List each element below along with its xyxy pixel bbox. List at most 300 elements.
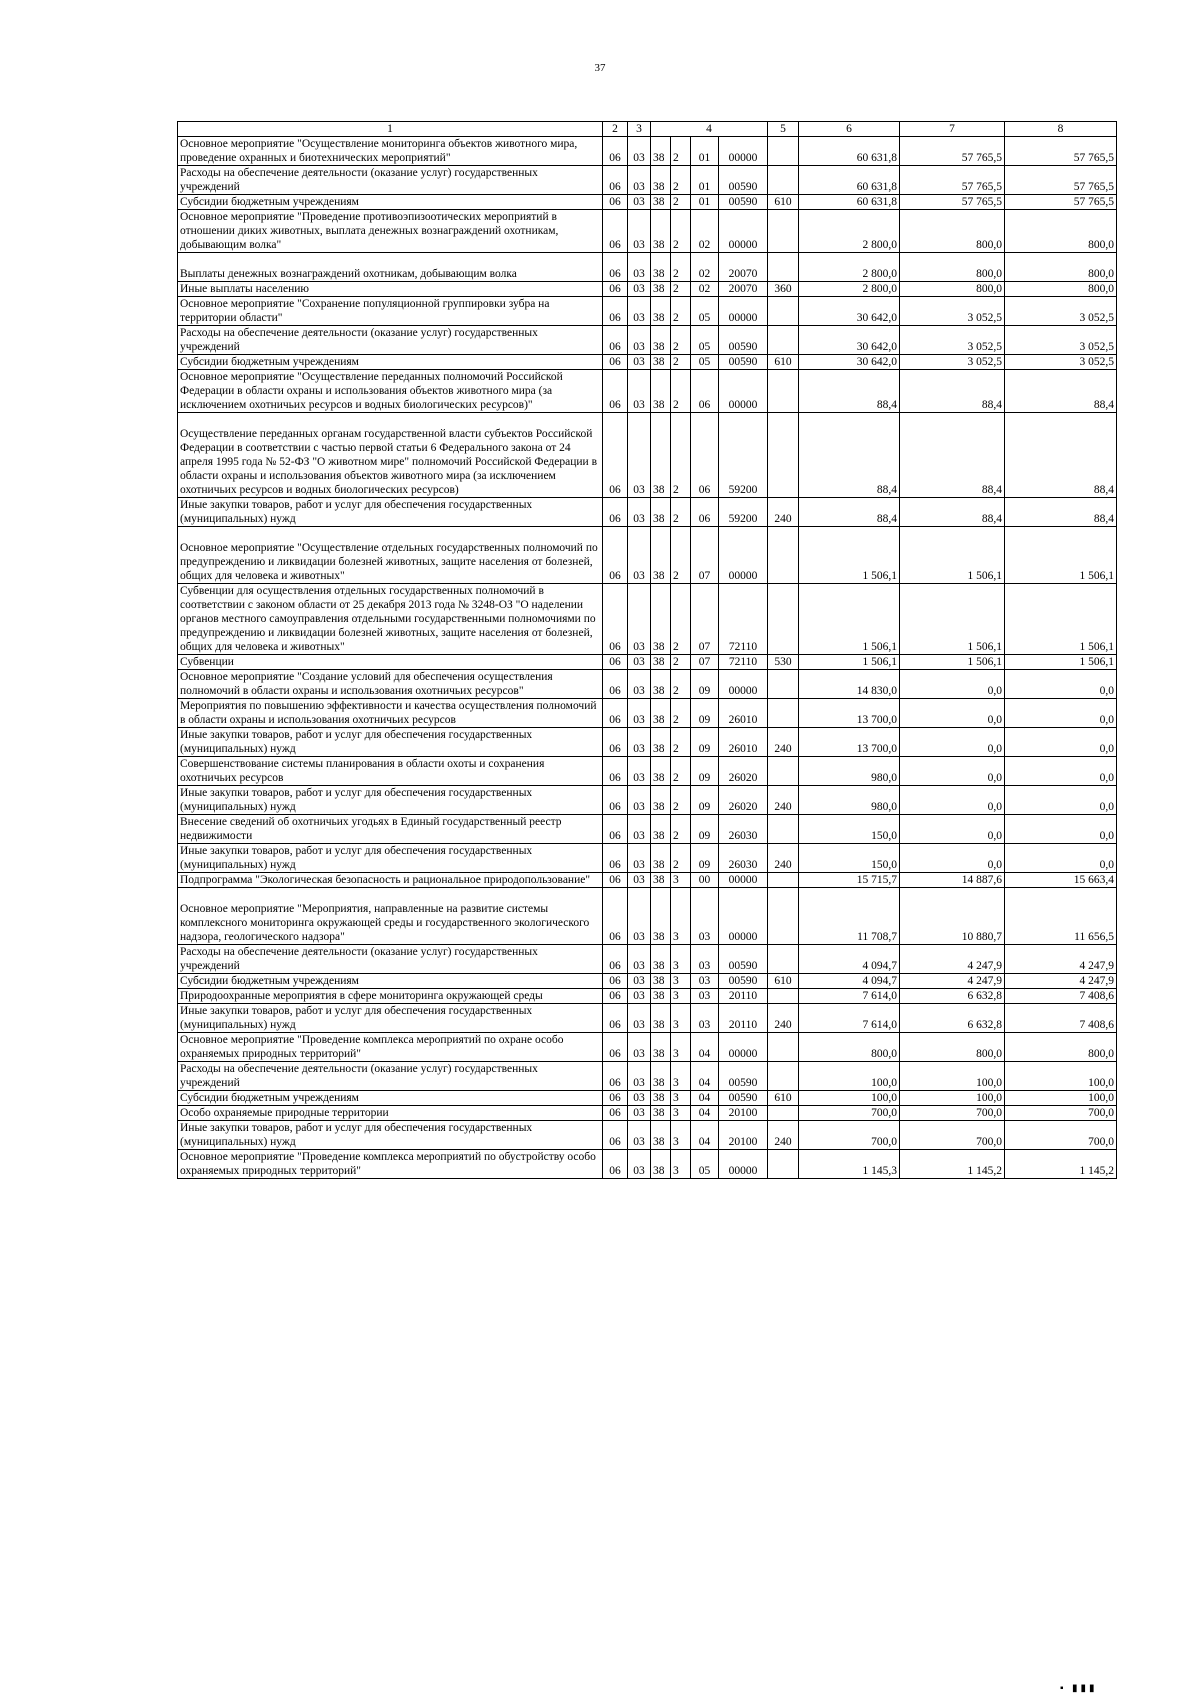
col-3-code: 03 [628,1150,651,1179]
row-name: Расходы на обеспечение деятельности (оказание услуг) государственных учреждений [178,945,603,974]
expense-type [768,1062,799,1091]
expense-type: 240 [768,1121,799,1150]
expense-type [768,326,799,355]
value-6: 60 631,8 [799,195,900,210]
code-part-1: 38 [651,210,671,253]
col-3-code: 03 [628,888,651,945]
row-name: Основное мероприятие "Проведение комплекса мероприятий по обустройству особо охраняемых природных территорий" [178,1150,603,1179]
code-part-2: 2 [671,370,691,413]
col-2-code: 06 [603,945,628,974]
code-part-1: 38 [651,945,671,974]
value-6: 700,0 [799,1106,900,1121]
value-8: 0,0 [1005,728,1117,757]
code-part-4: 00000 [719,370,768,413]
code-part-1: 38 [651,413,671,498]
value-7: 10 880,7 [900,888,1005,945]
table-row [178,786,1117,815]
expense-type [768,989,799,1004]
value-6: 980,0 [799,757,900,786]
table-row [178,326,1117,355]
code-part-3: 09 [691,699,719,728]
code-part-1: 38 [651,989,671,1004]
value-6: 13 700,0 [799,699,900,728]
code-part-1: 38 [651,974,671,989]
expense-type: 240 [768,728,799,757]
value-6: 30 642,0 [799,355,900,370]
code-part-1: 38 [651,699,671,728]
code-part-4: 00590 [719,166,768,195]
col-3-code: 03 [628,786,651,815]
value-7: 6 632,8 [900,989,1005,1004]
value-6: 1 506,1 [799,584,900,655]
col-3-code: 03 [628,195,651,210]
col-2-code: 06 [603,210,628,253]
row-name: Субвенции для осуществления отдельных государственных полномочий в соответствии с законом области от 25 декабря 2013 года № 3248-ОЗ "О наделении органов местного самоуправления отдельными государственными полномочиями по предупреждению и ликвидации болезней животных, защите населения от болезней, общих для человека и животных" [178,584,603,655]
col-3-code: 03 [628,370,651,413]
header-col-2: 2 [603,122,628,137]
col-3-code: 03 [628,1004,651,1033]
table-row [178,670,1117,699]
code-part-4: 20100 [719,1106,768,1121]
code-part-4: 00000 [719,888,768,945]
col-2-code: 06 [603,699,628,728]
code-part-3: 04 [691,1121,719,1150]
code-part-1: 38 [651,786,671,815]
expense-type [768,1106,799,1121]
code-part-2: 2 [671,584,691,655]
code-part-3: 09 [691,815,719,844]
table-row [178,370,1117,413]
code-part-1: 38 [651,527,671,584]
col-2-code: 06 [603,195,628,210]
code-part-2: 2 [671,786,691,815]
value-8: 4 247,9 [1005,974,1117,989]
value-7: 14 887,6 [900,873,1005,888]
code-part-4: 26020 [719,786,768,815]
expense-type: 240 [768,786,799,815]
value-7: 1 506,1 [900,584,1005,655]
col-2-code: 06 [603,166,628,195]
table-row [178,413,1117,498]
row-name: Основное мероприятие "Создание условий для обеспечения осуществления полномочий в области охраны и использования охотничьих ресурсов" [178,670,603,699]
header-col-3: 3 [628,122,651,137]
table-row [178,757,1117,786]
col-3-code: 03 [628,1033,651,1062]
table-row [178,584,1117,655]
code-part-3: 06 [691,498,719,527]
code-part-3: 01 [691,166,719,195]
code-part-4: 59200 [719,413,768,498]
value-8: 800,0 [1005,210,1117,253]
value-6: 980,0 [799,786,900,815]
code-part-2: 2 [671,195,691,210]
value-6: 700,0 [799,1121,900,1150]
value-8: 4 247,9 [1005,945,1117,974]
code-part-1: 38 [651,757,671,786]
code-part-2: 2 [671,355,691,370]
value-7: 88,4 [900,370,1005,413]
code-part-2: 3 [671,1033,691,1062]
col-3-code: 03 [628,1121,651,1150]
value-6: 4 094,7 [799,945,900,974]
col-2-code: 06 [603,355,628,370]
row-name: Иные закупки товаров, работ и услуг для обеспечения государственных (муниципальных) нужд [178,1121,603,1150]
value-8: 11 656,5 [1005,888,1117,945]
code-part-2: 2 [671,728,691,757]
col-2-code: 06 [603,1150,628,1179]
code-part-3: 09 [691,757,719,786]
table-row [178,282,1117,297]
table-row [178,888,1117,945]
col-3-code: 03 [628,1062,651,1091]
value-8: 700,0 [1005,1121,1117,1150]
row-name: Природоохранные мероприятия в сфере мониторинга окружающей среды [178,989,603,1004]
col-2-code: 06 [603,670,628,699]
value-7: 3 052,5 [900,355,1005,370]
code-part-2: 3 [671,1121,691,1150]
value-6: 150,0 [799,815,900,844]
code-part-2: 2 [671,282,691,297]
code-part-3: 03 [691,888,719,945]
code-part-4: 00000 [719,210,768,253]
row-name: Внесение сведений об охотничьих угодьях в Единый государственный реестр недвижимости [178,815,603,844]
col-2-code: 06 [603,1033,628,1062]
value-7: 700,0 [900,1121,1005,1150]
code-part-1: 38 [651,815,671,844]
code-part-4: 26030 [719,844,768,873]
value-7: 57 765,5 [900,137,1005,166]
code-part-4: 59200 [719,498,768,527]
row-name: Субвенции [178,655,603,670]
code-part-1: 38 [651,1091,671,1106]
col-2-code: 06 [603,757,628,786]
value-6: 13 700,0 [799,728,900,757]
table-row [178,728,1117,757]
code-part-2: 2 [671,670,691,699]
col-3-code: 03 [628,699,651,728]
col-2-code: 06 [603,413,628,498]
code-part-1: 38 [651,728,671,757]
value-8: 7 408,6 [1005,989,1117,1004]
code-part-2: 2 [671,844,691,873]
code-part-3: 05 [691,326,719,355]
code-part-3: 09 [691,786,719,815]
code-part-1: 38 [651,166,671,195]
row-name: Основное мероприятие "Сохранение популяционной группировки зубра на территории области" [178,297,603,326]
code-part-1: 38 [651,1106,671,1121]
value-6: 1 145,3 [799,1150,900,1179]
expense-type [768,413,799,498]
col-2-code: 06 [603,728,628,757]
code-part-2: 3 [671,1106,691,1121]
code-part-1: 38 [651,584,671,655]
code-part-4: 00000 [719,1150,768,1179]
table-row [178,1033,1117,1062]
code-part-2: 3 [671,888,691,945]
value-8: 100,0 [1005,1091,1117,1106]
value-7: 0,0 [900,670,1005,699]
value-8: 57 765,5 [1005,137,1117,166]
code-part-3: 03 [691,1004,719,1033]
value-7: 0,0 [900,815,1005,844]
value-8: 1 145,2 [1005,1150,1117,1179]
code-part-2: 2 [671,498,691,527]
code-part-4: 26030 [719,815,768,844]
value-7: 88,4 [900,498,1005,527]
code-part-2: 3 [671,1004,691,1033]
value-7: 3 052,5 [900,297,1005,326]
expense-type [768,210,799,253]
row-name: Мероприятия по повышению эффективности и качества осуществления полномочий в области охраны и использования охотничьих ресурсов [178,699,603,728]
expense-type [768,1150,799,1179]
table-row [178,1004,1117,1033]
code-part-1: 38 [651,888,671,945]
value-8: 88,4 [1005,370,1117,413]
code-part-4: 00590 [719,974,768,989]
col-3-code: 03 [628,1106,651,1121]
code-part-1: 38 [651,195,671,210]
value-6: 4 094,7 [799,974,900,989]
row-name: Основное мероприятие "Осуществление мониторинга объектов животного мира, проведение охранных и биотехнических мероприятий" [178,137,603,166]
value-7: 0,0 [900,786,1005,815]
value-8: 800,0 [1005,1033,1117,1062]
value-7: 0,0 [900,844,1005,873]
code-part-3: 02 [691,282,719,297]
value-7: 800,0 [900,210,1005,253]
table-row [178,1062,1117,1091]
header-col-4: 4 [651,122,768,137]
code-part-2: 2 [671,166,691,195]
code-part-1: 38 [651,670,671,699]
page-number: 37 [594,62,606,74]
col-2-code: 06 [603,1121,628,1150]
col-3-code: 03 [628,1091,651,1106]
col-3-code: 03 [628,655,651,670]
col-3-code: 03 [628,873,651,888]
code-part-3: 05 [691,1150,719,1179]
value-7: 800,0 [900,1033,1005,1062]
code-part-1: 38 [651,297,671,326]
col-2-code: 06 [603,370,628,413]
col-2-code: 06 [603,844,628,873]
value-7: 800,0 [900,253,1005,282]
code-part-3: 09 [691,728,719,757]
code-part-4: 00590 [719,1062,768,1091]
expense-type: 610 [768,355,799,370]
row-name: Особо охраняемые природные территории [178,1106,603,1121]
value-6: 88,4 [799,413,900,498]
col-3-code: 03 [628,815,651,844]
code-part-2: 2 [671,253,691,282]
expense-type: 360 [768,282,799,297]
col-3-code: 03 [628,166,651,195]
table-row [178,989,1117,1004]
col-3-code: 03 [628,413,651,498]
row-name: Иные закупки товаров, работ и услуг для обеспечения государственных (муниципальных) нужд [178,498,603,527]
code-part-2: 2 [671,297,691,326]
value-6: 60 631,8 [799,137,900,166]
row-name: Субсидии бюджетным учреждениям [178,974,603,989]
code-part-2: 2 [671,210,691,253]
col-3-code: 03 [628,757,651,786]
value-8: 3 052,5 [1005,297,1117,326]
expense-type [768,253,799,282]
col-3-code: 03 [628,945,651,974]
code-part-2: 2 [671,326,691,355]
row-name: Расходы на обеспечение деятельности (оказание услуг) государственных учреждений [178,166,603,195]
expense-type: 240 [768,844,799,873]
col-3-code: 03 [628,326,651,355]
value-8: 7 408,6 [1005,1004,1117,1033]
col-2-code: 06 [603,282,628,297]
col-3-code: 03 [628,584,651,655]
col-2-code: 06 [603,815,628,844]
col-2-code: 06 [603,974,628,989]
col-3-code: 03 [628,670,651,699]
col-3-code: 03 [628,728,651,757]
row-name: Иные выплаты населению [178,282,603,297]
row-name: Иные закупки товаров, работ и услуг для обеспечения государственных (муниципальных) нужд [178,844,603,873]
expense-type: 240 [768,1004,799,1033]
value-8: 0,0 [1005,757,1117,786]
code-part-1: 38 [651,137,671,166]
col-2-code: 06 [603,786,628,815]
col-2-code: 06 [603,326,628,355]
header-col-8: 8 [1005,122,1117,137]
col-3-code: 03 [628,282,651,297]
code-part-4: 26010 [719,699,768,728]
expense-type: 240 [768,498,799,527]
row-name: Осуществление переданных органам государственной власти субъектов Российской Федерации в соответствии с частью первой статьи 6 Федерального закона от 24 апреля 1995 года № 52-ФЗ "О животном мире" полномочий Российской Федерации в области охраны и использования объектов животного мира (за исключением охотничьих ресурсов и водных биологических ресурсов) [178,413,603,498]
value-7: 4 247,9 [900,945,1005,974]
code-part-3: 02 [691,210,719,253]
col-3-code: 03 [628,844,651,873]
code-part-3: 03 [691,974,719,989]
table-row [178,297,1117,326]
expense-type [768,527,799,584]
col-2-code: 06 [603,527,628,584]
table-row [178,815,1117,844]
value-8: 0,0 [1005,815,1117,844]
col-3-code: 03 [628,974,651,989]
table-row [178,195,1117,210]
header-col-1: 1 [178,122,603,137]
table-row [178,498,1117,527]
value-7: 1 506,1 [900,527,1005,584]
code-part-1: 38 [651,355,671,370]
code-part-3: 06 [691,370,719,413]
code-part-3: 02 [691,253,719,282]
code-part-4: 00000 [719,137,768,166]
code-part-3: 01 [691,195,719,210]
table-row [178,527,1117,584]
value-8: 800,0 [1005,282,1117,297]
expense-type [768,370,799,413]
code-part-3: 09 [691,670,719,699]
value-7: 0,0 [900,728,1005,757]
table-row [178,699,1117,728]
code-part-4: 00590 [719,326,768,355]
code-part-2: 3 [671,974,691,989]
value-6: 60 631,8 [799,166,900,195]
budget-table [177,121,1117,1179]
code-part-3: 06 [691,413,719,498]
table-row [178,1091,1117,1106]
table-row [178,844,1117,873]
code-part-3: 07 [691,527,719,584]
table-row [178,210,1117,253]
value-8: 700,0 [1005,1106,1117,1121]
value-7: 0,0 [900,757,1005,786]
value-8: 0,0 [1005,670,1117,699]
value-6: 2 800,0 [799,210,900,253]
row-name: Основное мероприятие "Проведение комплекса мероприятий по охране особо охраняемых природных территорий" [178,1033,603,1062]
col-2-code: 06 [603,873,628,888]
col-2-code: 06 [603,1091,628,1106]
col-2-code: 06 [603,655,628,670]
header-col-6: 6 [799,122,900,137]
value-6: 2 800,0 [799,282,900,297]
code-part-4: 26010 [719,728,768,757]
code-part-2: 2 [671,137,691,166]
value-7: 100,0 [900,1062,1005,1091]
row-name: Совершенствование системы планирования в области охоты и сохранения охотничьих ресурсов [178,757,603,786]
row-name: Расходы на обеспечение деятельности (оказание услуг) государственных учреждений [178,1062,603,1091]
value-7: 57 765,5 [900,195,1005,210]
expense-type [768,873,799,888]
expense-type [768,757,799,786]
table-row [178,1106,1117,1121]
table-row [178,253,1117,282]
code-part-2: 3 [671,1150,691,1179]
value-6: 800,0 [799,1033,900,1062]
code-part-3: 01 [691,137,719,166]
col-2-code: 06 [603,989,628,1004]
value-6: 7 614,0 [799,1004,900,1033]
code-part-1: 38 [651,1121,671,1150]
value-6: 30 642,0 [799,297,900,326]
value-6: 100,0 [799,1062,900,1091]
table-row [178,355,1117,370]
value-6: 1 506,1 [799,655,900,670]
code-part-2: 3 [671,945,691,974]
value-6: 1 506,1 [799,527,900,584]
value-8: 1 506,1 [1005,655,1117,670]
table-row [178,873,1117,888]
value-8: 57 765,5 [1005,195,1117,210]
code-part-1: 38 [651,844,671,873]
row-name: Выплаты денежных вознаграждений охотникам, добывающим волка [178,253,603,282]
row-name: Иные закупки товаров, работ и услуг для обеспечения государственных (муниципальных) нужд [178,1004,603,1033]
value-7: 6 632,8 [900,1004,1005,1033]
row-name: Субсидии бюджетным учреждениям [178,195,603,210]
row-name: Иные закупки товаров, работ и услуг для обеспечения государственных (муниципальных) нужд [178,728,603,757]
col-3-code: 03 [628,297,651,326]
expense-type: 610 [768,1091,799,1106]
col-3-code: 03 [628,210,651,253]
code-part-3: 04 [691,1033,719,1062]
expense-type [768,584,799,655]
value-7: 88,4 [900,413,1005,498]
code-part-2: 2 [671,757,691,786]
code-part-3: 07 [691,584,719,655]
code-part-3: 00 [691,873,719,888]
value-6: 88,4 [799,370,900,413]
code-part-4: 00590 [719,945,768,974]
col-3-code: 03 [628,527,651,584]
code-part-1: 38 [651,253,671,282]
code-part-2: 3 [671,873,691,888]
